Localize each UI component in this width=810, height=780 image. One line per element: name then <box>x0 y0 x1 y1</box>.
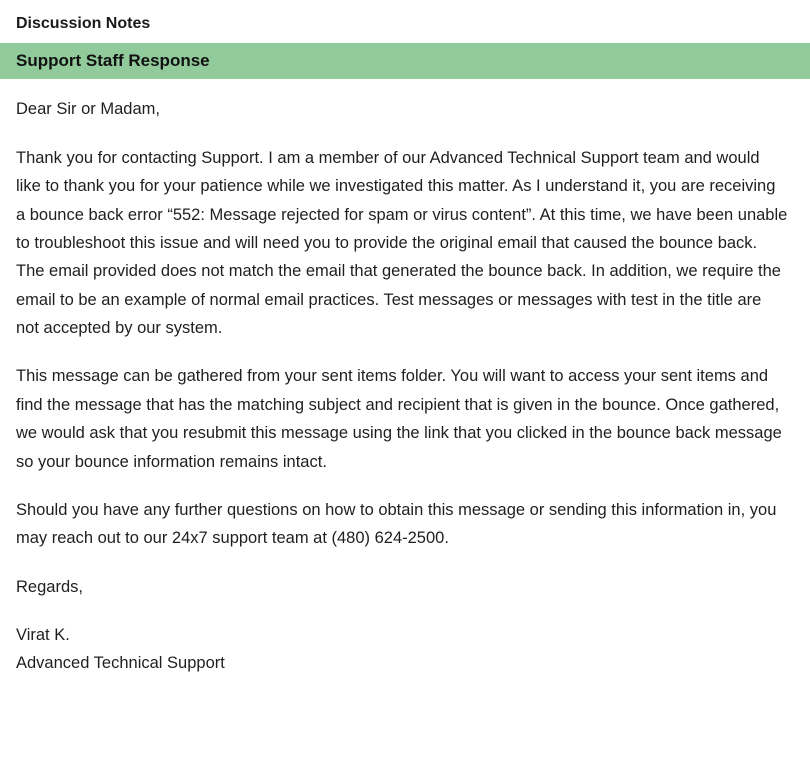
paragraph-3: Should you have any further questions on how to obtain this message or sending this information in, you may reach out to our 24x7 support team at (480) 624-2500. <box>16 500 777 548</box>
signature-title: Advanced Technical Support <box>16 654 225 673</box>
spacer <box>16 124 788 144</box>
signature-name: Virat K. <box>16 626 70 645</box>
spacer <box>16 342 788 362</box>
paragraph-2: This message can be gathered from your sent items folder. You will want to access your sent items and find the message that has the matching subject and recipient that is given in the bounce. Once gathered, we would ask that you resubmit this message using the link that you clicked in the bounce back message so your bounce information remains intact. <box>16 367 782 471</box>
spacer <box>16 553 788 573</box>
closing: Regards, <box>16 577 83 596</box>
message-body <box>0 79 810 677</box>
spacer <box>16 476 788 496</box>
page-title: Discussion Notes <box>16 15 151 32</box>
spacer <box>16 601 788 621</box>
support-staff-response-banner: Support Staff Response <box>0 43 810 79</box>
paragraph-1: Thank you for contacting Support. I am a member of our Advanced Technical Support team and would like to thank you for your patience while we investigated this matter. As I understand it, you are receiving a bounce back error “552: Message rejected for spam or virus content”. At this time, we have been unable to troubleshoot this issue and will need you to provide the original email that caused the bounce back. The email provided does not match the email that generated the bounce back. In addition, we require the email to be an example of normal email practices. Test messages or messages with test in the title are not accepted by our system. <box>16 148 788 338</box>
salutation: Dear Sir or Madam, <box>16 100 160 119</box>
